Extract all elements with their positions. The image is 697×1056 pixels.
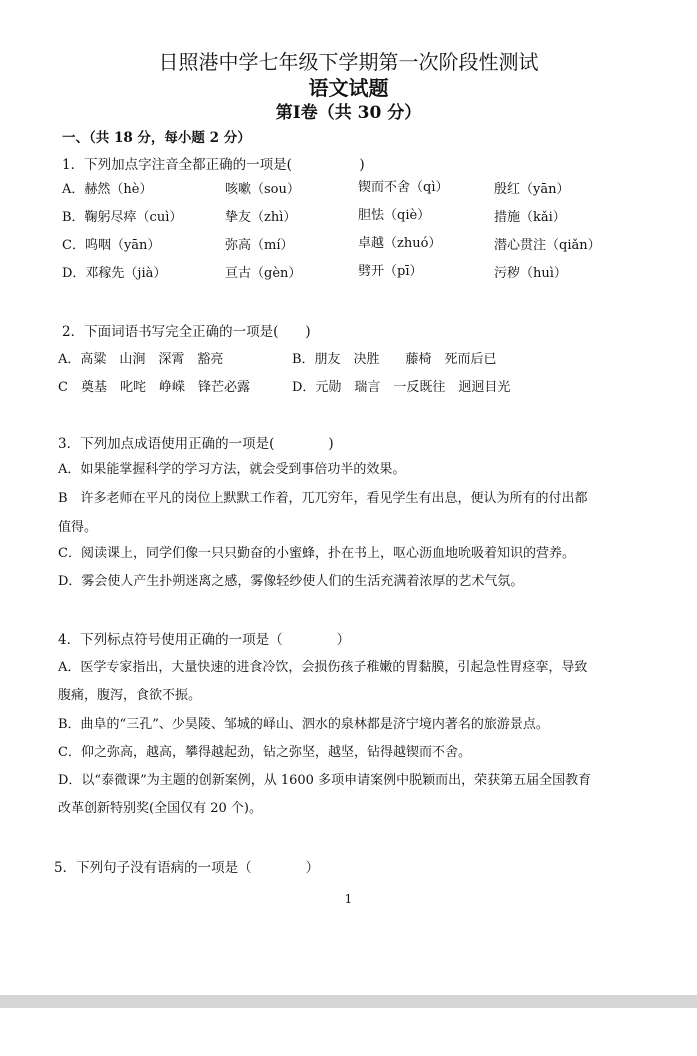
page-bottom-divider xyxy=(0,995,697,1008)
q2-option-d: D．元勋 瑞言 一反既往 迥迥目光 xyxy=(292,380,511,395)
q1-option-a-1: A．赫然（hè） xyxy=(62,182,153,197)
exam-subtitle: 语文试题 xyxy=(308,76,389,100)
q1-option-b-1: B．鞠躬尽瘁（cuì） xyxy=(62,210,183,225)
question-2-stem: 2．下面词语书写完全正确的一项是( ) xyxy=(62,324,311,340)
q2-option-c: C 奠基 叱咤 峥嵘 锋芒必露 xyxy=(58,380,250,395)
question-5-stem: 5．下列句子没有语病的一项是（ ） xyxy=(54,860,320,876)
section-heading: 一、（共 18 分，每小题 2 分） xyxy=(62,130,251,146)
q3-option-b-line2: 值得。 xyxy=(58,520,98,535)
q1-option-d-3: 劈开（pī） xyxy=(358,264,423,279)
q1-option-c-4: 潜心贯注（qiǎn） xyxy=(494,238,601,253)
q1-option-d-2: 亘古（gèn） xyxy=(225,266,302,281)
q4-option-d-line2: 改革创新特别奖(全国仅有 20 个)。 xyxy=(58,801,262,816)
question-4-stem: 4．下列标点符号使用正确的一项是（ ） xyxy=(58,632,351,648)
q1-option-c-1: C．呜咽（yān） xyxy=(62,238,161,253)
q1-option-d-1: D．邓稼先（jià） xyxy=(62,266,167,281)
q4-option-b: B．曲阜的“三孔”、少昊陵、邹城的峄山、泗水的泉林都是济宁境内著名的旅游景点。 xyxy=(58,717,549,732)
q4-option-c: C．仰之弥高，越高，攀得越起劲，钻之弥坚，越坚，钻得越锲而不舍。 xyxy=(58,745,471,760)
q1-option-d-4: 污秽（huì） xyxy=(494,266,567,281)
page-number: 1 xyxy=(344,892,353,906)
q1-option-a-2: 咳嗽（sou） xyxy=(225,182,300,197)
question-3-stem: 3．下列加点成语使用正确的一项是( ) xyxy=(58,436,334,452)
q1-option-b-2: 挚友（zhì） xyxy=(225,210,297,225)
q3-option-a: A．如果能掌握科学的学习方法，就会受到事倍功半的效果。 xyxy=(58,462,406,477)
q1-option-b-4: 措施（kǎi） xyxy=(494,210,566,225)
q3-option-b-line1: B 许多老师在平凡的岗位上默默工作着，兀兀穷年，看见学生有出息，便认为所有的付出都 xyxy=(58,491,588,506)
q3-option-c: C．阅读课上，同学们像一只只勤奋的小蜜蜂，扑在书上，呕心沥血地吮吸着知识的营养。 xyxy=(58,546,575,561)
q1-option-c-2: 弥高（mí） xyxy=(225,238,294,253)
exam-title: 日照港中学七年级下学期第一次阶段性测试 xyxy=(158,50,539,74)
volume-heading: 第Ⅰ卷（共 30 分） xyxy=(275,103,422,123)
q4-option-a-line1: A．医学专家指出，大量快速的进食冷饮，会损伤孩子稚嫩的胃黏膜，引起急性胃痉挛，导致 xyxy=(58,660,588,675)
q1-option-b-3: 胆怯（qiè） xyxy=(358,208,431,223)
q4-option-a-line2: 腹痛，腹泻，食欲不振。 xyxy=(58,688,202,703)
q2-option-a: A．高粱 山涧 深霄 豁亮 xyxy=(58,352,224,367)
q1-option-a-3: 锲而不舍（qì） xyxy=(358,180,449,195)
q1-option-a-4: 殷红（yān） xyxy=(494,182,570,197)
question-1-stem: 1．下列加点字注音全都正确的一项是( ) xyxy=(62,157,365,173)
q2-option-b: B．朋友 决胜 藤椅 死而后已 xyxy=(292,352,497,367)
q3-option-d: D．雾会使人产生扑朔迷离之感，雾像轻纱使人们的生活充满着浓厚的艺术气氛。 xyxy=(58,574,524,589)
q4-option-d-line1: D．以“泰微课”为主题的创新案例，从 1600 多项申请案例中脱颖而出，荣获第五届全国教育 xyxy=(58,773,592,788)
q1-option-c-3: 卓越（zhuó） xyxy=(358,236,442,251)
